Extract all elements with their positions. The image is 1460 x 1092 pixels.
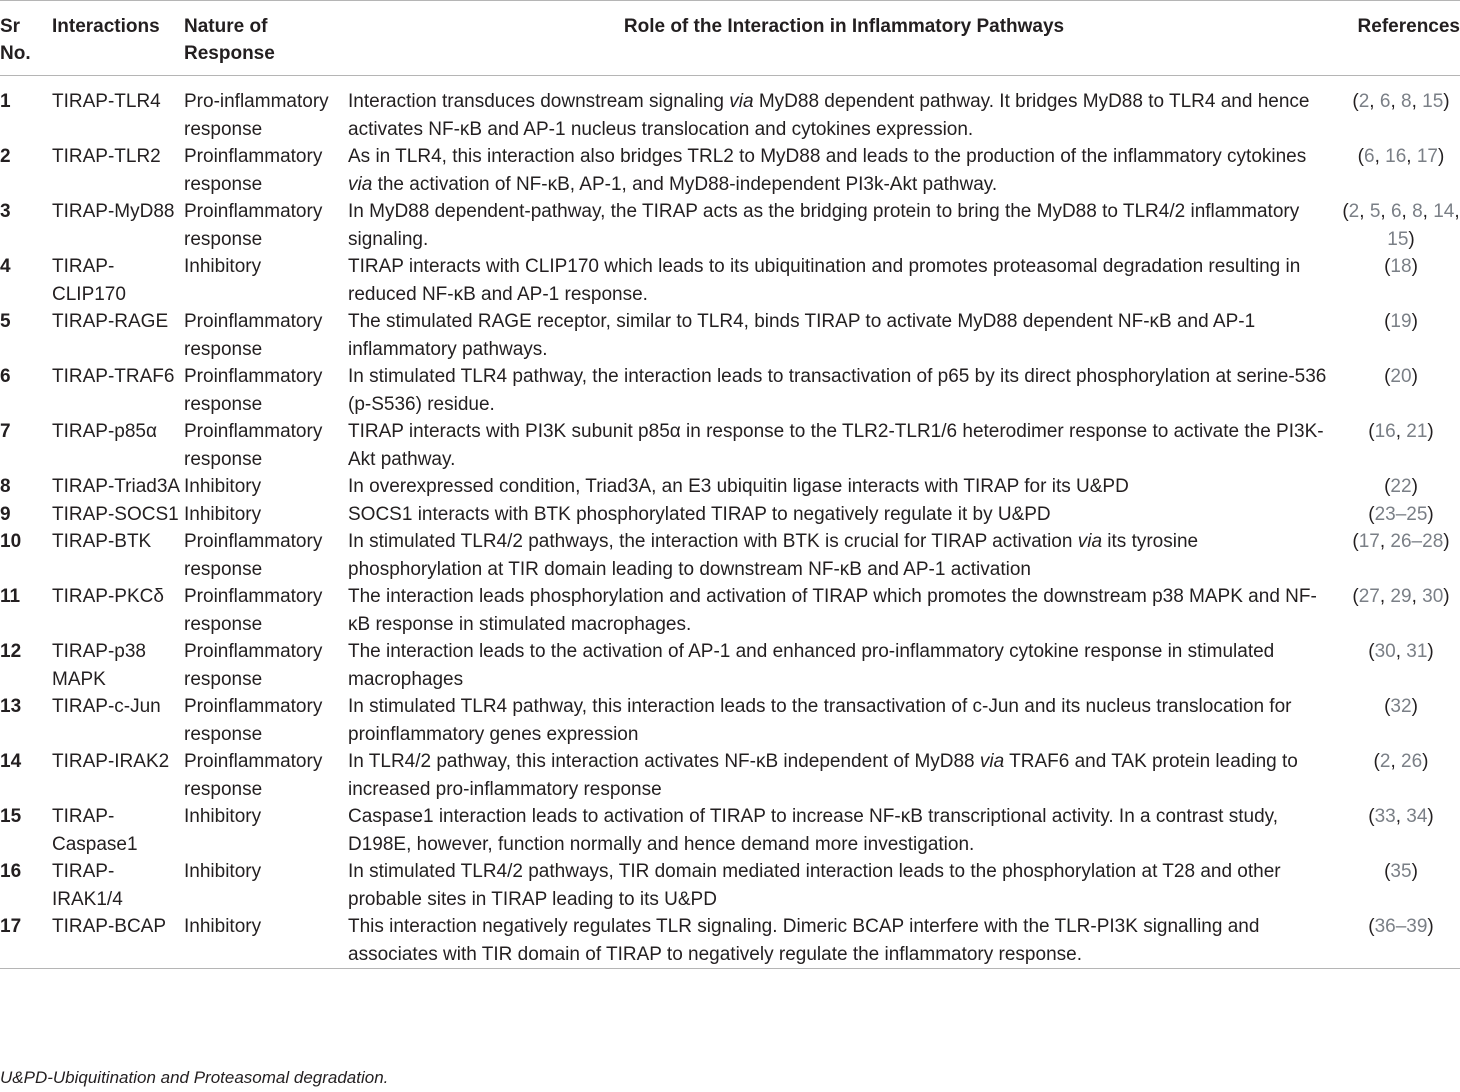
- row-role-description: [348, 76, 1340, 144]
- row-references: (2, 6, 8, 15): [1352, 91, 1450, 112]
- row-role-description: [348, 803, 1340, 858]
- row-references: (33, 34): [1368, 806, 1434, 827]
- row-interaction: TIRAP-IRAK2: [52, 751, 170, 772]
- role-text-segment: In stimulated TLR4 pathway, the interaction leads to transactivation of p65 by its direct phosphorylation at serine-536 (p-S536) residue.: [348, 366, 1327, 415]
- row-sr-no: 2: [0, 146, 11, 167]
- reference-link[interactable]: 8: [1401, 91, 1412, 112]
- role-text-segment: This interaction negatively regulates TLR signaling. Dimeric BCAP interfere with the TLR-PI3K signalling and associates with TIR domain of TIRAP to negatively regulate the inflammatory response.: [348, 916, 1260, 965]
- table-row: [0, 583, 1460, 638]
- row-interaction: TIRAP-Caspase1: [52, 806, 138, 855]
- role-text-segment: MyD88 dependent pathway. It bridges MyD88 to TLR4 and hence activates NF-κB and AP-1 nucleus translocation and cytokines expression.: [348, 91, 1310, 140]
- table-row: [0, 418, 1460, 473]
- row-role-description: [348, 418, 1340, 473]
- role-text-segment: In overexpressed condition, Triad3A, an E3 ubiquitin ligase interacts with TIRAP for its U&PD: [348, 476, 1129, 497]
- role-text-segment: TIRAP interacts with PI3K subunit p85α in response to the TLR2-TLR1/6 heterodimer response to activate the PI3K-Akt pathway.: [348, 421, 1324, 470]
- reference-link[interactable]: 32: [1390, 696, 1412, 717]
- row-references: (22): [1384, 476, 1418, 497]
- role-italic-segment: via: [1077, 531, 1103, 552]
- row-nature-of-response: Proinflammatory response: [184, 586, 323, 635]
- row-references: (18): [1384, 256, 1418, 277]
- row-sr-no: 12: [0, 641, 22, 662]
- reference-link[interactable]: 18: [1390, 256, 1412, 277]
- reference-link[interactable]: 17: [1416, 146, 1438, 167]
- row-references: (2, 26): [1373, 751, 1429, 772]
- reference-link[interactable]: 2: [1358, 91, 1370, 112]
- reference-link[interactable]: 8: [1412, 201, 1423, 222]
- role-text-segment: In MyD88 dependent-pathway, the TIRAP acts as the bridging protein to bring the MyD88 to TLR4/2 inflammatory signaling.: [348, 201, 1300, 250]
- row-nature-of-response: Inhibitory: [184, 806, 262, 827]
- row-nature-of-response: Inhibitory: [184, 256, 262, 277]
- row-references: (17, 26–28): [1352, 531, 1450, 552]
- row-nature-of-response: Proinflammatory response: [184, 641, 323, 690]
- row-role-description: [348, 308, 1340, 363]
- row-sr-no: 1: [0, 91, 11, 112]
- role-italic-segment: via: [979, 751, 1005, 772]
- role-text-segment: SOCS1 interacts with BTK phosphorylated TIRAP to negatively regulate it by U&PD: [348, 503, 1051, 525]
- row-nature-of-response: Proinflammatory response: [184, 201, 323, 250]
- table-row: [0, 308, 1460, 363]
- table-row: [0, 858, 1460, 913]
- row-sr-no: 17: [0, 916, 22, 937]
- row-interaction: TIRAP-TRAF6: [52, 366, 175, 387]
- row-references: (16, 21): [1368, 421, 1434, 442]
- row-role-description: [348, 528, 1340, 583]
- table-footnote: U&PD-Ubiquitination and Proteasomal degradation.: [0, 1068, 389, 1087]
- row-references: (19): [1384, 311, 1418, 332]
- table-row: [0, 693, 1460, 748]
- table-row: [0, 253, 1460, 308]
- row-interaction: TIRAP-RAGE: [52, 311, 169, 332]
- table-row: [0, 748, 1460, 803]
- reference-link[interactable]: 6: [1364, 146, 1375, 167]
- table-row: [0, 501, 1460, 529]
- row-interaction: TIRAP-BTK: [52, 531, 152, 552]
- row-sr-no: 6: [0, 366, 11, 387]
- row-nature-of-response: Proinflammatory response: [184, 421, 323, 470]
- row-sr-no: 16: [0, 861, 22, 882]
- role-text-segment: In stimulated TLR4 pathway, this interaction leads to the transactivation of c-Jun and its nucleus translocation for proinflammatory genes expression: [348, 696, 1292, 745]
- header-sr-no: Sr No.: [0, 16, 31, 64]
- table-row: [0, 803, 1460, 858]
- row-role-description: [348, 913, 1340, 969]
- row-sr-no: 10: [0, 531, 22, 552]
- header-interactions: Interactions: [52, 16, 160, 37]
- row-interaction: TIRAP-Triad3A: [52, 476, 181, 497]
- table-row: [0, 473, 1460, 501]
- reference-link[interactable]: 2: [1348, 201, 1360, 222]
- row-sr-no: 13: [0, 696, 22, 717]
- row-interaction: TIRAP-MyD88: [52, 201, 175, 222]
- row-nature-of-response: Inhibitory: [184, 916, 262, 937]
- reference-link[interactable]: 2: [1379, 751, 1391, 772]
- reference-link[interactable]: 30: [1422, 586, 1444, 607]
- row-role-description: [348, 253, 1340, 308]
- role-italic-segment: via: [729, 91, 754, 112]
- reference-link[interactable]: 15: [1422, 91, 1444, 112]
- table-row: [0, 76, 1460, 144]
- row-interaction: TIRAP-c-Jun: [52, 696, 161, 717]
- reference-link[interactable]: 34: [1406, 806, 1428, 827]
- row-interaction: TIRAP-p38 MAPK: [52, 641, 146, 690]
- reference-link[interactable]: 35: [1390, 861, 1412, 882]
- row-role-description: [348, 501, 1340, 529]
- row-interaction: TIRAP-BCAP: [52, 916, 167, 937]
- row-interaction: TIRAP-p85α: [52, 421, 157, 442]
- reference-link[interactable]: 14: [1433, 201, 1455, 222]
- role-text-segment: Interaction transduces downstream signaling: [348, 91, 730, 112]
- row-role-description: [348, 198, 1340, 253]
- role-text-segment: In stimulated TLR4/2 pathways, the interaction with BTK is crucial for TIRAP activation: [348, 531, 1078, 552]
- role-text-segment: its tyrosine phosphorylation at TIR domain leading to downstream NF-κB and AP-1 activation: [348, 531, 1199, 580]
- row-role-description: [348, 363, 1340, 418]
- row-nature-of-response: Proinflammatory response: [184, 146, 323, 195]
- role-text-segment: the activation of NF-κB, AP-1, and MyD88-independent PI3k-Akt pathway.: [372, 173, 998, 195]
- row-nature-of-response: Inhibitory: [184, 861, 262, 882]
- row-nature-of-response: Inhibitory: [184, 476, 262, 497]
- row-sr-no: 9: [0, 503, 11, 525]
- reference-link[interactable]: 21: [1406, 421, 1428, 442]
- row-interaction: TIRAP-TLR2: [52, 146, 161, 167]
- table-row: [0, 913, 1460, 969]
- reference-link[interactable]: 27: [1358, 586, 1380, 607]
- reference-link[interactable]: 23–25: [1374, 503, 1428, 525]
- row-role-description: [348, 693, 1340, 748]
- reference-link[interactable]: 6: [1379, 91, 1391, 112]
- reference-link[interactable]: 33: [1374, 806, 1396, 827]
- reference-link[interactable]: 29: [1390, 586, 1412, 607]
- reference-link[interactable]: 26–28: [1390, 531, 1444, 552]
- reference-link[interactable]: 26: [1401, 751, 1423, 772]
- role-text-segment: The stimulated RAGE receptor, similar to TLR4, binds TIRAP to activate MyD88 dependent NF-κB and AP-1 inflammatory pathways.: [348, 311, 1256, 360]
- row-interaction: TIRAP-SOCS1: [52, 503, 179, 525]
- row-sr-no: 11: [0, 586, 21, 607]
- row-sr-no: 3: [0, 201, 11, 222]
- table-row: [0, 198, 1460, 253]
- reference-link[interactable]: 31: [1406, 641, 1428, 662]
- role-text-segment: The interaction leads to the activation of AP-1 and enhanced pro-inflammatory cytokine response in stimulated macrophages: [348, 641, 1275, 690]
- reference-link[interactable]: 16: [1374, 421, 1396, 442]
- row-role-description: [348, 638, 1340, 693]
- row-nature-of-response: Proinflammatory response: [184, 311, 323, 360]
- row-sr-no: 7: [0, 421, 11, 442]
- row-interaction: TIRAP-TLR4: [52, 91, 161, 112]
- row-interaction: TIRAP-IRAK1/4: [52, 861, 123, 910]
- reference-link[interactable]: 20: [1390, 366, 1412, 387]
- table-body: [0, 76, 1460, 969]
- row-role-description: [348, 143, 1340, 198]
- row-role-description: [348, 748, 1340, 803]
- row-nature-of-response: Inhibitory: [184, 503, 262, 525]
- row-nature-of-response: Pro-inflammatory response: [184, 91, 329, 140]
- row-references: (36–39): [1368, 916, 1434, 937]
- row-role-description: [348, 473, 1340, 501]
- row-sr-no: 4: [0, 256, 11, 277]
- role-text-segment: Caspase1 interaction leads to activation of TIRAP to increase NF-κB transcriptional activity. In a contrast study, D198E, however, function normally and hence demand more investigation.: [348, 806, 1279, 855]
- role-text-segment: In TLR4/2 pathway, this interaction activates NF-κB independent of MyD88: [348, 751, 980, 772]
- reference-link[interactable]: 15: [1387, 228, 1409, 250]
- row-references: (2, 5, 6, 8, 14, 15): [1342, 201, 1460, 250]
- row-references: (6, 16, 17): [1357, 146, 1445, 167]
- role-text-segment: The interaction leads phosphorylation and activation of TIRAP which promotes the downstream p38 MAPK and NF-κB response in stimulated macrophages.: [348, 586, 1317, 635]
- row-references: (23–25): [1368, 503, 1434, 525]
- table-row: [0, 143, 1460, 198]
- row-nature-of-response: Proinflammatory response: [184, 751, 323, 800]
- row-references: (30, 31): [1368, 641, 1434, 662]
- reference-link[interactable]: 19: [1390, 311, 1412, 332]
- reference-link[interactable]: 6: [1390, 201, 1402, 222]
- header-role: Role of the Interaction in Inflammatory Pathways: [623, 16, 1065, 37]
- table-row: [0, 528, 1460, 583]
- row-sr-no: 14: [0, 751, 22, 772]
- row-sr-no: 5: [0, 311, 11, 332]
- table-header-row: [0, 1, 1460, 76]
- row-sr-no: 15: [0, 806, 22, 827]
- header-references: References: [1357, 16, 1460, 37]
- role-italic-segment: via: [348, 173, 373, 195]
- row-references: (32): [1384, 696, 1418, 717]
- row-sr-no: 8: [0, 476, 11, 497]
- reference-link[interactable]: 22: [1390, 476, 1412, 497]
- row-references: (35): [1384, 861, 1418, 882]
- row-role-description: [348, 583, 1340, 638]
- row-references: (20): [1384, 366, 1418, 387]
- reference-link[interactable]: 5: [1369, 201, 1381, 222]
- row-interaction: TIRAP-CLIP170: [52, 256, 126, 305]
- reference-link[interactable]: 16: [1385, 146, 1407, 167]
- reference-link[interactable]: 30: [1374, 641, 1396, 662]
- reference-link[interactable]: 36–39: [1374, 916, 1428, 937]
- role-text-segment: TIRAP interacts with CLIP170 which leads to its ubiquitination and promotes proteasomal degradation resulting in reduced NF-κB and AP-1 response.: [348, 256, 1301, 305]
- role-text-segment: TRAF6 and TAK protein leading to increased pro-inflammatory response: [348, 751, 1298, 800]
- role-text-segment: As in TLR4, this interaction also bridges TRL2 to MyD88 and leads to the production of the inflammatory cytokines: [348, 146, 1307, 167]
- row-nature-of-response: Proinflammatory response: [184, 366, 323, 415]
- row-nature-of-response: Proinflammatory response: [184, 531, 323, 580]
- role-text-segment: In stimulated TLR4/2 pathways, TIR domain mediated interaction leads to the phosphorylation at T28 and other probable sites in TIRAP leading to its U&PD: [348, 861, 1281, 910]
- row-references: (27, 29, 30): [1352, 586, 1450, 607]
- row-interaction: TIRAP-PKCδ: [52, 586, 164, 607]
- table-row: [0, 363, 1460, 418]
- row-role-description: [348, 858, 1340, 913]
- table-row: [0, 638, 1460, 693]
- reference-link[interactable]: 17: [1358, 531, 1380, 552]
- header-nature-of-response: Nature of Response: [184, 16, 275, 64]
- row-nature-of-response: Proinflammatory response: [184, 696, 323, 745]
